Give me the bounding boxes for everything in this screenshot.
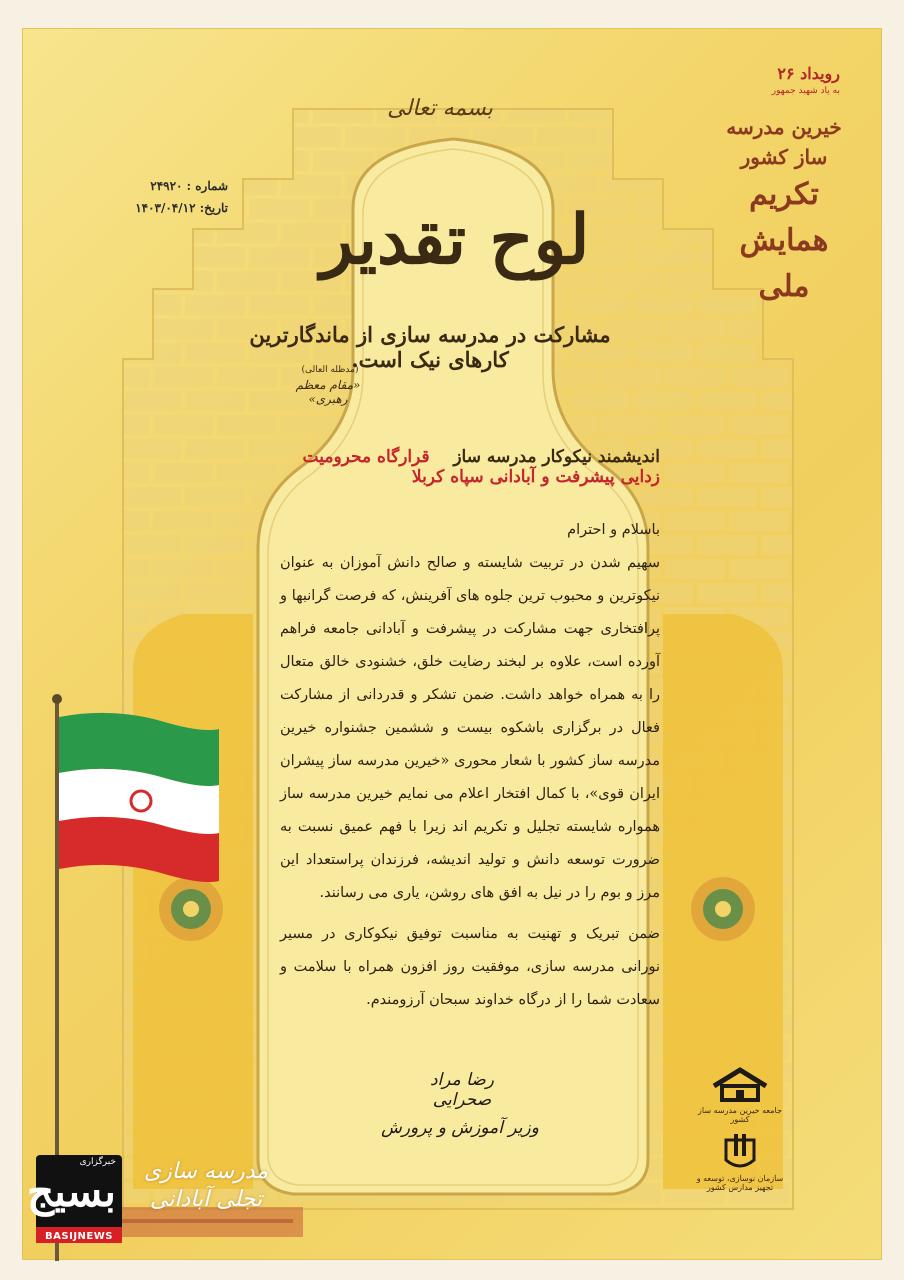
quote-author-honorific: (مدظله العالی) [301, 365, 359, 375]
recipient-organization: قرارگاه محرومیت زدایی پیشرفت و آبادانی سپاه کربلا [302, 447, 660, 487]
recipient-line [280, 447, 660, 487]
basij-news-badge [27, 1155, 122, 1243]
org2-label: سازمان نوسازی، توسعه و تجهیز مدارس کشور [696, 1174, 784, 1192]
org-emblem-icon [720, 1130, 760, 1172]
signer-name: رضا مراد صحرایی [429, 1070, 494, 1110]
org1-label: جامعه خیرین مدرسه ساز کشور [698, 1106, 782, 1124]
greeting: باسلام و احترام [567, 522, 660, 538]
event-name [718, 112, 850, 310]
badge-agency-label: خبرگزاری [79, 1157, 116, 1167]
invocation-text: بسمه تعالی [387, 96, 493, 121]
event-name-line: تکریم [749, 177, 819, 212]
bottom-slogan: مدرسه سازی تجلی آبادانی [143, 1159, 269, 1212]
reference-number: شماره : ۲۴۹۲۰ [150, 179, 228, 193]
certificate-title: لوح تقدیر [320, 200, 590, 280]
reference-date: تاریخ: ۱۴۰۳/۰۴/۱۲ [135, 201, 228, 215]
quote-author: «مقام معظم رهبری» [295, 378, 361, 406]
event-name-line: همایش ملی [739, 223, 829, 304]
event-memorial: به یاد شهید جمهور [771, 86, 840, 96]
reference-block [118, 175, 228, 219]
leader-quote: مشارکت در مدرسه سازی از ماندگارترین کارهای نیک است. [249, 322, 611, 372]
event-name-line: خیرین مدرسه ساز کشور [726, 115, 842, 169]
event-number: رویداد ۲۶ [777, 64, 840, 83]
badge-english-label: BASIJNEWS [45, 1231, 113, 1242]
badge-logo-text: بسیج [27, 1167, 116, 1216]
signer-title: وزیر آموزش و پرورش [381, 1118, 539, 1138]
recipient-prefix: اندیشمند نیکوکار مدرسه ساز [453, 447, 660, 467]
certificate-body [280, 514, 660, 1017]
closing-paragraph: ضمن تبریک و تهنیت به مناسبت توفیق نیکوکاری در مسیر نورانی مدرسه سازی، موفقیت روز افزون همراه با سلامت و سعادت شما را از درگاه خداوند سبحان آرزومندم. [280, 926, 660, 1008]
org-logo-icon [710, 1066, 770, 1104]
body-paragraph: سهیم شدن در تربیت شایسته و صالح دانش آموزان به عنوان نیکوترین و محبوب ترین جلوه های آفرینش، که فرصت گرانبها و پرافتخاری جهت مشارکت در پیشرفت و آبادانی جامعه فراهم آورده است، علاوه بر لبخند رضایت خلق، خشنودی خالق متعال را به همراه خواهد داشت. ضمن تشکر و قدردانی از مشارکت فعال در برگزاری باشکوه بیست و ششمین جشنواره خیرین مدرسه ساز کشور با شعار محوری «خیرین مدرسه ساز پیشران ایران قوی»، با کمال افتخار اعلام می نمایم خیرین مدرسه ساز همواره شایسته تجلیل و تکریم اند زیرا با فهم عمیق نسبت به ضرورت توسعه دانش و تولید اندیشه، فرزندان پراستعداد این مرز و بوم را در نیل به افق های روشن، یاری می رسانند. [280, 555, 660, 901]
